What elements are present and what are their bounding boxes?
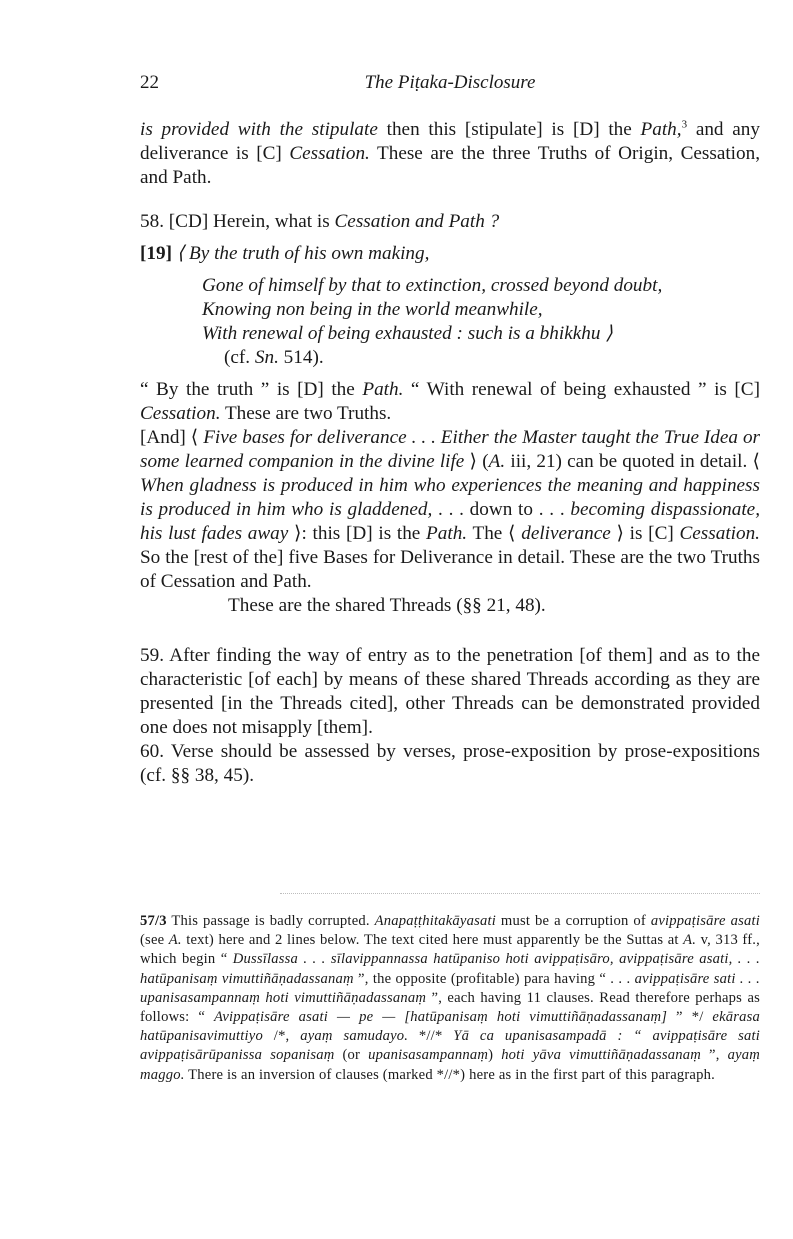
text: ”, each having 11 clauses. Read therefore perhaps as follows: “ bbox=[140, 989, 761, 1026]
text: must be a corruption of bbox=[495, 913, 651, 929]
main-text bbox=[140, 118, 760, 788]
text: ) bbox=[488, 1047, 502, 1064]
text-italic: Cessation. bbox=[140, 403, 221, 424]
section-marker: [19] bbox=[140, 243, 172, 264]
verse-line: Gone of himself by that to extinction, crossed beyond doubt, bbox=[202, 275, 663, 296]
text-italic: Avippaṭisāre asati — pe — [hatūpanisaṃ hoti vimuttiñāṇadassanaṃ] bbox=[214, 1009, 668, 1026]
text-italic: ekārasa hatūpanisavimuttiyo bbox=[140, 1009, 761, 1045]
text-italic: Path, bbox=[640, 119, 682, 140]
text: “ By the truth ” is [D] the bbox=[140, 379, 363, 400]
text-italic: upanisasampannaṃ bbox=[368, 1047, 489, 1064]
text: These are two Truths. bbox=[220, 403, 392, 424]
text: So the [rest of the] five Bases for Deliverance in detail. These are the two Truths of Cessation and Path. bbox=[140, 547, 760, 592]
text-italic: deliverance bbox=[521, 523, 611, 544]
text: v, 313 ff., which begin “ bbox=[140, 932, 760, 968]
paragraph bbox=[140, 378, 760, 426]
text-italic: Cessation and Path ? bbox=[334, 211, 500, 232]
text: “ With renewal of being exhausted ” is [C] bbox=[403, 379, 760, 400]
text: *//* bbox=[408, 1028, 454, 1045]
section-60: 60. Verse should be assessed by verses, prose-exposition by prose-expositions (cf. §§ 38, 45). bbox=[140, 741, 760, 786]
text-italic: hoti yāva vimuttiñāṇadassanaṃ bbox=[501, 1047, 701, 1064]
text: iii, 21) can be quoted in detail. ⟨ bbox=[505, 451, 760, 472]
text-italic: Yā ca upanisasampadā : “ avippaṭisāre sati avippaṭisārūpanissa sopanisaṃ bbox=[140, 1028, 761, 1064]
page-number: 22 bbox=[140, 72, 159, 93]
text: ⟩ ( bbox=[464, 451, 489, 472]
text-italic: avippaṭisāre sati . . . upanisasampannaṃ hoti vimuttiñāṇadassanaṃ bbox=[140, 970, 760, 1006]
running-head bbox=[140, 72, 760, 96]
text: 58. [CD] Herein, what is bbox=[140, 211, 335, 232]
footnote-label: 57/3 bbox=[140, 913, 167, 929]
text-italic: A. bbox=[488, 451, 506, 472]
text-italic: Five bases for deliverance . . . Either the Master taught the True Idea or some learned companion in the divine life bbox=[140, 427, 760, 472]
text-italic: When gladness is produced in him who experiences the meaning and happiness is produced in him who is gladdened, bbox=[140, 475, 760, 520]
text: ⟩: this [D] is the bbox=[288, 523, 427, 544]
text-italic: Sn. bbox=[254, 347, 279, 368]
text: (cf. bbox=[224, 347, 255, 368]
text: and any deliverance is [C] bbox=[140, 119, 760, 164]
text: /*, bbox=[262, 1028, 301, 1045]
text-italic: Anapaṭṭhitakāyasati bbox=[374, 913, 496, 929]
text-italic: Path. bbox=[362, 379, 404, 400]
text: ⟩ is [C] bbox=[610, 523, 680, 544]
paragraph bbox=[140, 426, 760, 594]
text: This passage is badly corrupted. bbox=[166, 913, 375, 929]
text-italic: A. bbox=[168, 932, 182, 949]
text-italic: Path. bbox=[426, 523, 468, 544]
text-italic: Cessation. bbox=[289, 143, 370, 164]
text: These are the three Truths of Origin, Cessation, and Path. bbox=[140, 143, 760, 188]
text-italic: ayaṃ samudayo. bbox=[300, 1028, 409, 1045]
verse-reference bbox=[140, 346, 760, 370]
text: . . . down to . . . bbox=[432, 499, 571, 520]
footnote bbox=[140, 912, 760, 1085]
text: The ⟨ bbox=[467, 523, 522, 544]
text-italic: avippaṭisāre asati bbox=[650, 913, 760, 929]
running-title: The Piṭaka-Disclosure bbox=[364, 72, 536, 93]
text-italic: A. bbox=[683, 932, 697, 949]
closing-line: These are the shared Threads (§§ 21, 48). bbox=[228, 595, 546, 616]
text: text) here and 2 lines below. The text cited here must apparently be the Suttas at bbox=[181, 932, 684, 949]
footnote-separator bbox=[280, 893, 760, 894]
footnote-text bbox=[140, 912, 760, 1085]
text: [And] ⟨ bbox=[140, 427, 204, 448]
section-58-heading bbox=[140, 210, 760, 234]
verse-line: With renewal of being exhausted : such is a bhikkhu ⟩ bbox=[202, 323, 613, 344]
text-italic: is provided with the stipulate bbox=[140, 119, 378, 140]
text: (or bbox=[334, 1047, 369, 1064]
text-italic: ⟨ By the truth of his own making, bbox=[176, 243, 430, 264]
footnote-reference[interactable]: 3 bbox=[681, 118, 688, 131]
text: ”, the opposite (profitable) para having “ . . . bbox=[353, 970, 635, 987]
text: (see bbox=[140, 932, 169, 949]
text: ”, bbox=[701, 1047, 728, 1064]
text: then this [stipulate] is [D] the bbox=[377, 119, 641, 140]
verse-first-line bbox=[140, 242, 760, 266]
text-italic: Dussīlassa . . . sīlavippannassa hatūpaniso hoti avippaṭisāro, avippaṭisāre asati, . . . hatūpanisaṃ vimuttiñāṇadassanaṃ bbox=[140, 951, 760, 987]
text: 514). bbox=[278, 347, 324, 368]
verse-line: Knowing non being in the world meanwhile, bbox=[202, 299, 543, 320]
text-italic: ayaṃ maggo. bbox=[140, 1047, 760, 1083]
text: There is an inversion of clauses (marked *//*) here as in the first part of this paragraph. bbox=[184, 1066, 715, 1083]
text-italic: Cessation. bbox=[679, 523, 760, 544]
text-italic: becoming dispassionate, his lust fades away bbox=[140, 499, 760, 544]
section-59: 59. After finding the way of entry as to the penetration [of them] and as to the characteristic [of each] by means of these shared Threads according as they are presented [in the Threads cited], other Threads can be demonstrated provided one does not misapply [them]. bbox=[140, 645, 760, 738]
opening-paragraph bbox=[140, 118, 760, 190]
text: ” */ bbox=[667, 1009, 713, 1026]
